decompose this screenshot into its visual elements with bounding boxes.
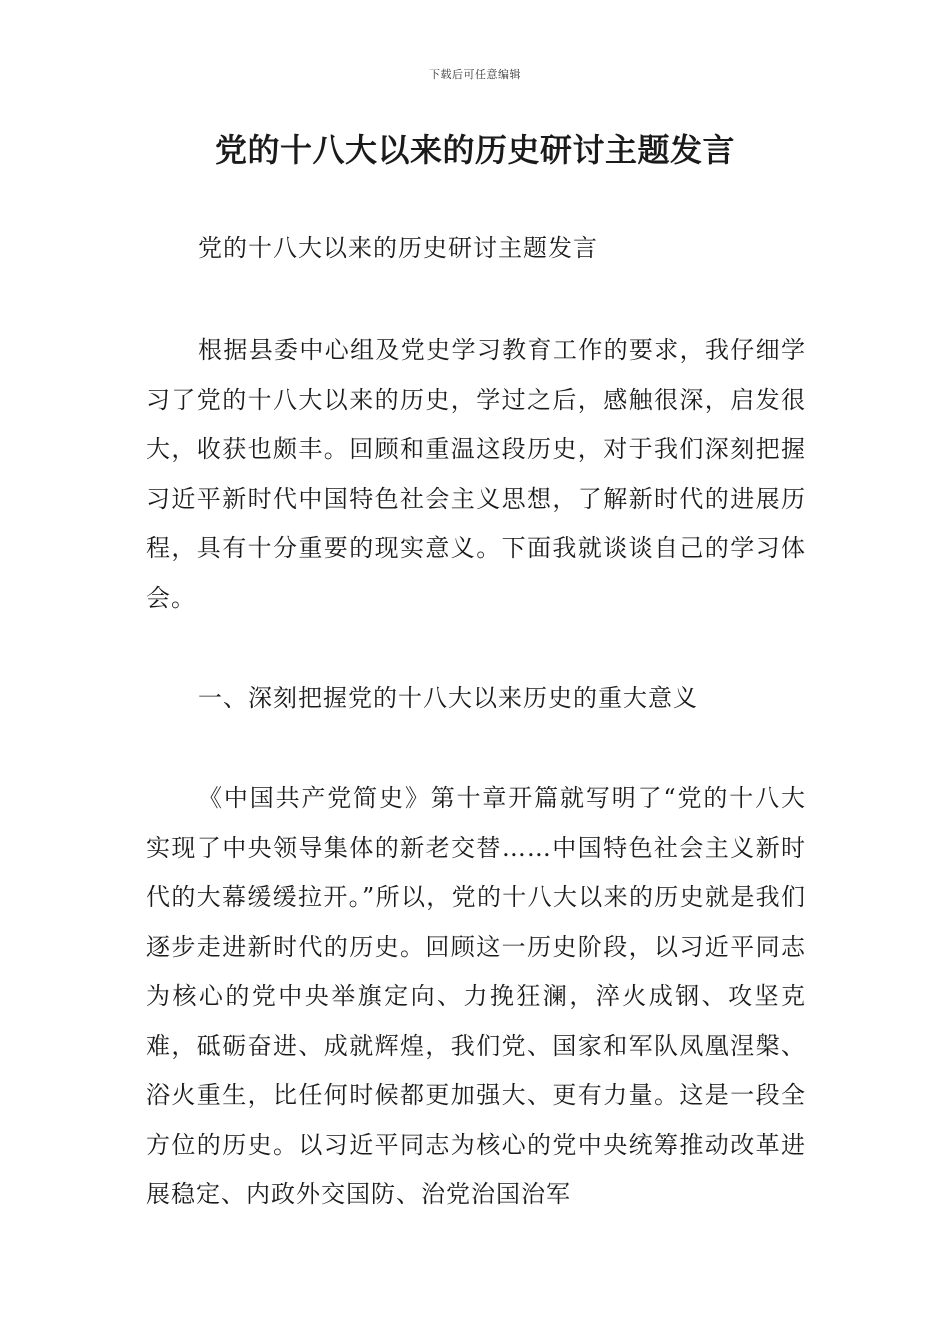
section-heading: 一、深刻把握党的十八大以来历史的重大意义 bbox=[198, 684, 698, 712]
header-note: 下载后可任意编辑 bbox=[429, 68, 521, 81]
intro-paragraph: 根据县委中心组及党史学习教育工作的要求，我仔细学习了党的十八大以来的历史，学过之后，感触很深，启发很大，收获也颇丰。回顾和重温这段历史，对于我们深刻把握习近平新时代中国特色社会主义思想，了解新时代的进展历程，具有十分重要的现实意义。下面我就谈谈自己的学习体会。 bbox=[146, 336, 806, 612]
section-paragraph: 《中国共产党简史》第十章开篇就写明了“党的十八大实现了中央领导集体的新老交替……中国特色社会主义新时代的大幕缓缓拉开。”所以，党的十八大以来的历史就是我们逐步走进新时代的历史。回顾这一历史阶段，以习近平同志为核心的党中央举旗定向、力挽狂澜，淬火成钢、攻坚克难，砥砺奋进、成就辉煌，我们党、国家和军队凤凰涅槃、浴火重生，比任何时候都更加强大、更有力量。这是一段全方位的历史。以习近平同志为核心的党中央统筹推动改革进展稳定、内政外交国防、治党治国治军 bbox=[146, 784, 806, 1208]
document-title: 党的十八大以来的历史研讨主题发言 bbox=[214, 131, 735, 169]
document-subtitle: 党的十八大以来的历史研讨主题发言 bbox=[198, 234, 598, 262]
